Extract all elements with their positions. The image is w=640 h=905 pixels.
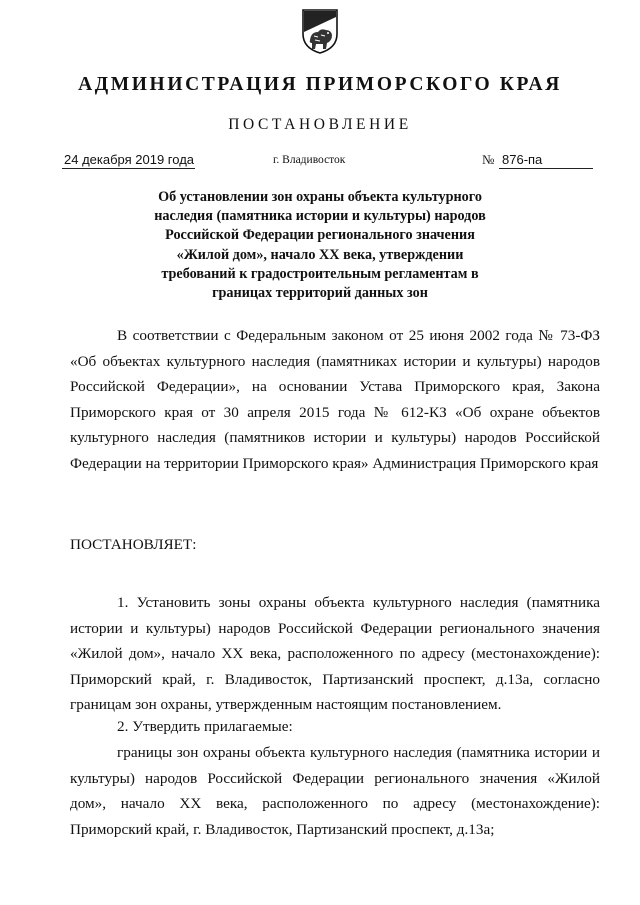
document-title <box>130 188 510 303</box>
item-2-subparagraph <box>70 740 600 842</box>
title-line: наследия (памятника истории и культуры) народов <box>154 208 486 225</box>
decree-word: ПОСТАНОВЛЯЕТ: <box>70 536 197 553</box>
organization-name: АДМИНИСТРАЦИЯ ПРИМОРСКОГО КРАЯ <box>78 74 562 95</box>
item-1-text: 1. Установить зоны охраны объекта культурного наследия (памятника истории и культуры) народов Российской Федерации регионального значения «Жилой дом», начало XX века, расположенного по адресу (местонахождение): Приморский край, г. Владивосток, Партизанский проспект, д.13а, согласно границам зон охраны, утвержденным настоящим постановлением. <box>70 594 600 714</box>
item-1-paragraph <box>70 590 600 718</box>
title-line: Об установлении зон охраны объекта культурного <box>158 189 482 205</box>
item-2-text: 2. Утвердить прилагаемые: <box>117 718 293 735</box>
item-2-subtext: границы зон охраны объекта культурного наследия (памятника истории и культуры) народов Российской Федерации регионального значения «Жилой дом», начало XX века, расположенного по адресу (местонахождение): Приморский край, г. Владивосток, Партизанский проспект, д.13а; <box>70 744 600 838</box>
title-line: Российской Федерации регионального значения <box>165 227 475 244</box>
document-type: ПОСТАНОВЛЕНИЕ <box>228 116 412 133</box>
preamble-text: В соответствии с Федеральным законом от 25 июня 2002 года № 73-ФЗ «Об объектах культурного наследия (памятниках истории и культуры) народов Российской Федерации», на основании Устава Приморского края, Закона Приморского края от 30 апреля 2015 года № 612-КЗ «Об охране объектов культурного наследия (памятников истории и культуры) народов Российской Федерации на территории Приморского края» Администрация Приморского края <box>70 327 600 472</box>
number-label: № <box>482 152 495 167</box>
title-line: требований к градостроительным регламентам в <box>161 265 479 282</box>
document-date: 24 декабря 2019 года <box>64 152 195 167</box>
preamble-paragraph <box>70 323 600 477</box>
coat-of-arms-emblem <box>301 8 339 54</box>
document-city: г. Владивосток <box>273 154 346 166</box>
document-number: 876-па <box>499 152 593 169</box>
item-2-paragraph <box>70 714 600 740</box>
title-line: границах территорий данных зон <box>212 285 428 302</box>
title-line: «Жилой дом», начало XX века, утверждении <box>176 246 464 263</box>
